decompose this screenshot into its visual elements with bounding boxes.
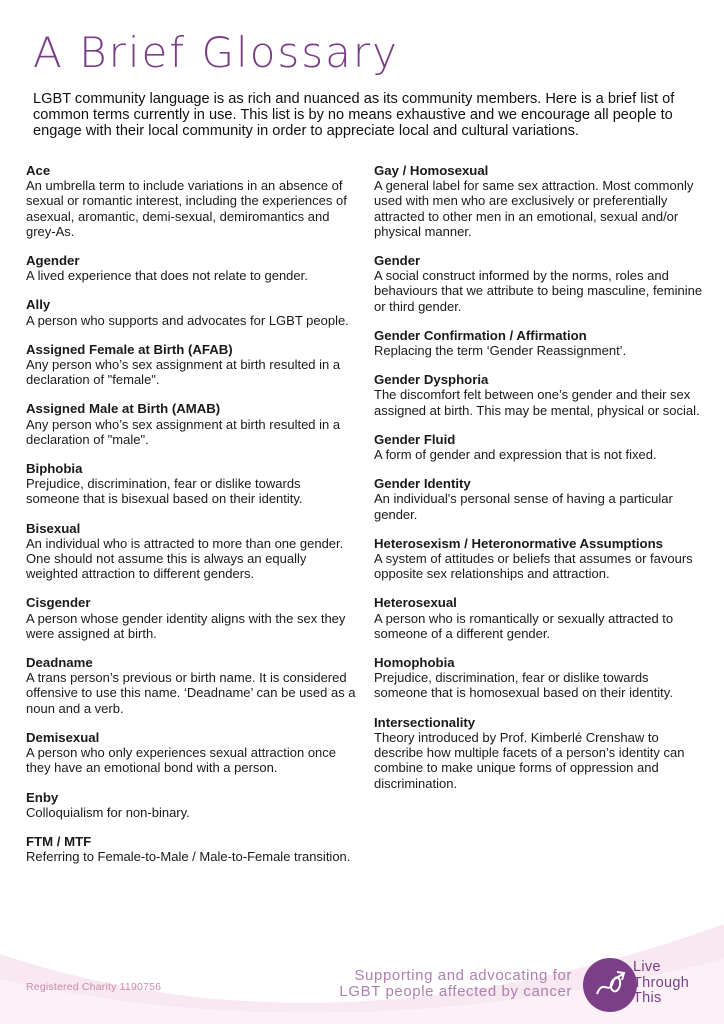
glossary-definition: Theory introduced by Prof. Kimberlé Crenshaw to describe how multiple facets of a person’s identity can combine to make unique forms of oppression and discrimination. — [374, 729, 685, 791]
glossary-entry — [374, 163, 704, 239]
logo-word-through: Through — [633, 974, 690, 991]
glossary-term: Heterosexism / Heteronormative Assumptions — [374, 535, 663, 551]
glossary-term: Homophobia — [374, 655, 455, 671]
glossary-term: Biphobia — [26, 461, 83, 477]
glossary-entry — [374, 536, 704, 582]
logo-wordmark — [633, 960, 689, 1007]
registered-charity-number: Registered Charity 1190756 — [26, 981, 162, 993]
glossary-definition: Prejudice, discrimination, fear or dislike towards someone that is bisexual based on their identity. — [26, 476, 303, 507]
intro-paragraph: LGBT community language is as rich and nuanced as its community members. Here is a brief list of common terms currently in use. This list is by no means exhaustive and we encourage all people to engage with their local community in order to appreciate local and cultural variations. — [33, 91, 675, 139]
glossary-entry — [26, 461, 356, 507]
glossary-entry — [374, 476, 704, 522]
glossary-term: Enby — [26, 789, 59, 805]
glossary-definition: A person who only experiences sexual attraction once they have an emotional bond with a person. — [26, 745, 337, 776]
glossary-right-column — [374, 163, 704, 805]
logo-word-live: Live — [633, 959, 661, 975]
glossary-entry — [26, 342, 356, 388]
glossary-definition: An individual who is attracted to more than one gender. One should not assume this is always an equally weighted attraction to different genders. — [26, 535, 344, 582]
tagline-line-2: LGBT people affected by cancer — [339, 983, 572, 1000]
glossary-entry — [26, 253, 356, 283]
glossary-term: Gender Confirmation / Affirmation — [374, 327, 587, 343]
glossary-definition: Any person who’s sex assignment at birth resulted in a declaration of "male". — [26, 416, 341, 447]
glossary-term: Intersectionality — [374, 714, 476, 730]
glossary-term: Gender — [374, 253, 421, 269]
glossary-definition: A form of gender and expression that is not fixed. — [374, 447, 657, 463]
glossary-left-column — [26, 163, 356, 878]
glossary-definition: Colloquialism for non-binary. — [26, 804, 190, 820]
glossary-term: Assigned Female at Birth (AFAB) — [26, 341, 233, 357]
glossary-term: Deadname — [26, 655, 93, 671]
footer-tagline — [339, 968, 572, 1000]
glossary-entry — [26, 834, 356, 864]
live-through-this-logo-icon — [583, 958, 637, 1012]
glossary-definition: A person who is romantically or sexually attracted to someone of a different gender. — [374, 610, 674, 641]
glossary-entry — [374, 328, 704, 358]
glossary-term: Gender Identity — [374, 476, 471, 492]
glossary-entry — [26, 655, 356, 716]
glossary-definition: A trans person’s previous or birth name. It is considered offensive to use this name. ‘Deadname’ can be used as a noun and a verb. — [26, 670, 356, 716]
glossary-definition: Any person who’s sex assignment at birth resulted in a declaration of "female". — [26, 357, 341, 388]
glossary-entry — [26, 595, 356, 641]
glossary-definition: Replacing the term ‘Gender Reassignment’. — [374, 343, 627, 359]
glossary-term: Assigned Male at Birth (AMAB) — [26, 401, 221, 417]
glossary-entry — [26, 401, 356, 447]
tagline-line-1: Supporting and advocating for — [354, 967, 572, 984]
glossary-entry — [26, 730, 356, 776]
glossary-definition: An individual's personal sense of having a particular gender. — [374, 491, 673, 522]
glossary-term: Gender Fluid — [374, 431, 456, 447]
glossary-entry — [374, 372, 704, 418]
glossary-entry — [374, 253, 704, 314]
glossary-definition: A person whose gender identity aligns with the sex they were assigned at birth. — [26, 610, 346, 641]
glossary-definition: The discomfort felt between one’s gender and their sex assigned at birth. This may be mental, physical or social. — [374, 387, 700, 418]
glossary-entry — [26, 521, 356, 582]
glossary-term: Agender — [26, 253, 80, 269]
glossary-entry — [26, 163, 356, 239]
page-title: A Brief Glossary — [33, 28, 400, 77]
glossary-definition: A lived experience that does not relate to gender. — [26, 268, 308, 284]
glossary-entry — [374, 655, 704, 701]
glossary-definition: Referring to Female-to-Male / Male-to-Female transition. — [26, 849, 351, 865]
glossary-term: Demisexual — [26, 729, 100, 745]
glossary-term: Gay / Homosexual — [374, 163, 489, 178]
glossary-term: FTM / MTF — [26, 833, 92, 849]
glossary-term: Gender Dysphoria — [374, 372, 489, 388]
glossary-term: Cisgender — [26, 595, 91, 611]
glossary-entry — [374, 595, 704, 641]
glossary-definition: A system of attitudes or beliefs that assumes or favours opposite sex relationships and attraction. — [374, 551, 693, 582]
glossary-definition: A social construct informed by the norms, roles and behaviours that we attribute to being masculine, feminine or third gender. — [374, 268, 703, 314]
glossary-definition: A general label for same sex attraction. Most commonly used with men who are exclusively or preferentially attracted to other men in an emotional, sexual and/or physical manner. — [374, 178, 694, 239]
glossary-term: Ace — [26, 163, 51, 178]
glossary-definition: An umbrella term to include variations in an absence of sexual or romantic interest, including the experiences of asexual, aromantic, demi-sexual, demiromantics and grey-As. — [26, 178, 347, 239]
glossary-definition: A person who supports and advocates for LGBT people. — [26, 312, 349, 328]
glossary-term: Heterosexual — [374, 595, 457, 611]
logo-word-this: This — [633, 990, 662, 1006]
glossary-term: Ally — [26, 297, 51, 313]
glossary-entry — [374, 715, 704, 791]
glossary-definition: Prejudice, discrimination, fear or dislike towards someone that is homosexual based on their identity. — [374, 670, 673, 701]
glossary-term: Bisexual — [26, 520, 81, 536]
glossary-entry — [374, 432, 704, 462]
glossary-entry — [26, 297, 356, 327]
glossary-entry — [26, 790, 356, 820]
